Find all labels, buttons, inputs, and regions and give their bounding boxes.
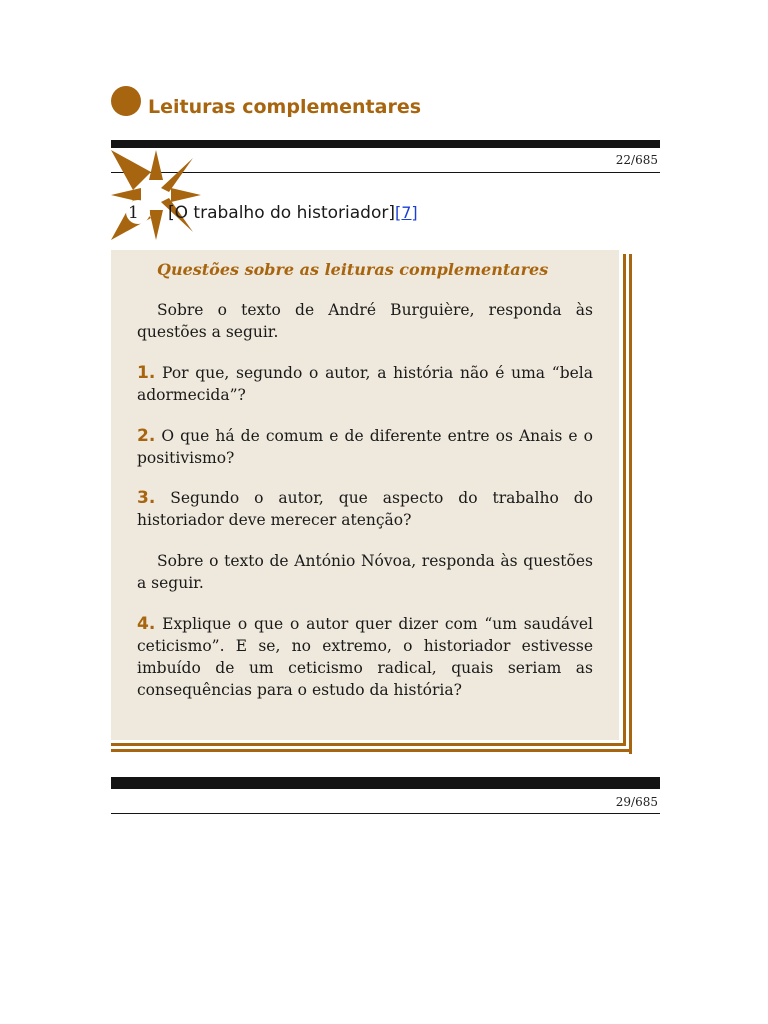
question-number: 2. <box>137 426 156 446</box>
page-number-top: 22/685 <box>615 153 658 167</box>
intro-paragraph-1: Sobre o texto de André Burguière, responda às questões a seguir. <box>137 301 593 341</box>
chapter-title: [O trabalho do historiador] <box>168 203 395 223</box>
questions-box <box>111 250 633 754</box>
question-2 <box>137 425 593 469</box>
frame-line <box>111 743 626 746</box>
top-divider-thick <box>111 140 660 148</box>
bottom-divider-thin <box>111 813 660 814</box>
footnote-link[interactable]: [7] <box>394 203 418 222</box>
chapter-number: 1 <box>128 203 139 223</box>
frame-line <box>629 254 632 754</box>
section-title: Leituras complementares <box>148 96 422 118</box>
question-4 <box>137 613 593 701</box>
question-number: 3. <box>137 488 156 508</box>
page-number-bottom: 29/685 <box>615 795 658 809</box>
bottom-divider-thick <box>111 777 660 789</box>
question-text: O que há de comum e de diferente entre os Anais e o positivismo? <box>137 427 593 467</box>
question-3 <box>137 487 593 531</box>
frame-line <box>623 254 626 744</box>
question-number: 1. <box>137 363 156 383</box>
section-bullet-icon <box>111 86 141 116</box>
frame-line <box>111 749 632 752</box>
box-title: Questões sobre as leituras complementares <box>157 260 549 279</box>
question-number: 4. <box>137 614 156 634</box>
chapter-star-emblem-icon <box>111 150 201 240</box>
question-text: Explique o que o autor quer dizer com “um saudável ceticismo”. E se, no extremo, o historiador estivesse imbuído de um ceticismo radical, quais seriam as consequências para o estudo da história? <box>137 615 594 699</box>
chapter-heading <box>128 201 418 225</box>
question-text: Por que, segundo o autor, a história não é uma “bela adormecida”? <box>137 364 593 404</box>
intro-paragraph-2: Sobre o texto de António Nóvoa, responda às questões a seguir. <box>137 552 593 592</box>
question-1 <box>137 362 593 406</box>
question-text: Segundo o autor, que aspecto do trabalho do historiador deve merecer atenção? <box>137 489 593 529</box>
